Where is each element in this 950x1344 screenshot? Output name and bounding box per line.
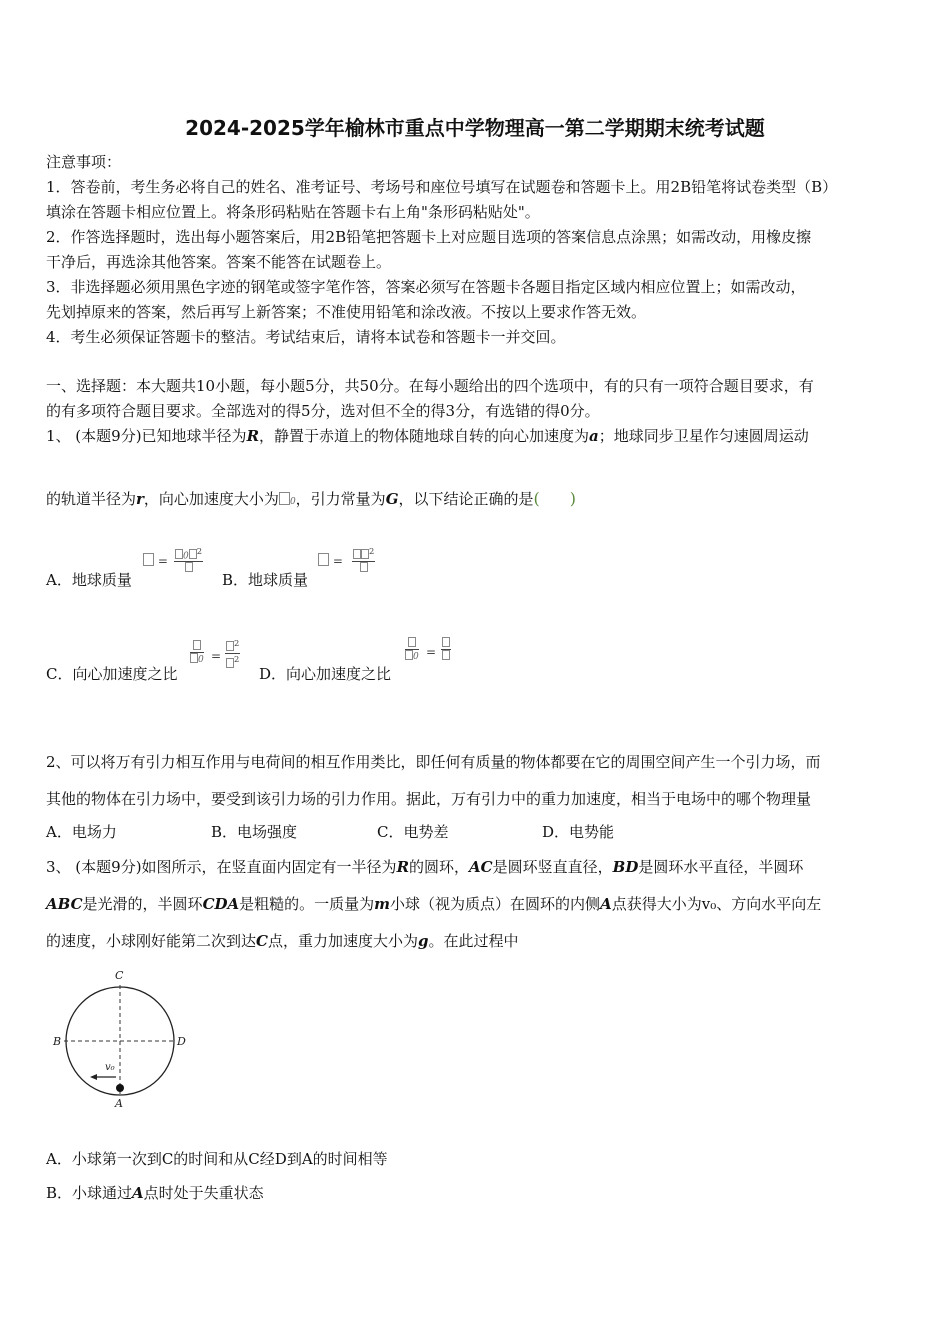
formula-placeholder-icon xyxy=(190,653,198,663)
q3-option-a: A．小球第一次到C的时间和从C经D到A的时间相等 xyxy=(46,1150,388,1168)
label-b: B xyxy=(53,1035,62,1048)
formula-placeholder-icon xyxy=(279,492,290,505)
q2-option-d: D．电势能 xyxy=(542,823,615,841)
formula-placeholder-icon xyxy=(318,553,329,566)
formula-placeholder-icon xyxy=(442,637,450,647)
q2-option-a: A．电场力 xyxy=(46,823,117,841)
formula-placeholder-icon xyxy=(360,562,368,572)
q1-option-c: C．向心加速度之比 xyxy=(46,665,178,683)
notice-line: 1．答卷前，考生务必将自己的姓名、准考证号、考场号和座位号填写在试题卷和答题卡上。用2B铅笔将试卷类型（B） xyxy=(46,178,838,196)
q2-stem-line2: 其他的物体在引力场中，要受到该引力场的引力作用。据此，万有引力中的重力加速度，相当于电场中的哪个物理量 xyxy=(46,790,812,808)
label-d: D xyxy=(177,1035,186,1048)
ball-dot xyxy=(116,1084,124,1092)
q3-stem-line2: ABC是光滑的，半圆环CDA是粗糙的。一质量为m小球（视为质点）在圆环的内侧A点获得大小为v₀、方向水平向左 xyxy=(46,895,822,913)
label-a: A xyxy=(115,1097,123,1110)
section-intro: 的有多项符合题目要求。全部选对的得5分，选对但不全的得3分，有选错的得0分。 xyxy=(46,402,600,420)
formula-placeholder-icon xyxy=(408,637,416,647)
formula-placeholder-icon xyxy=(361,549,369,559)
page-title: 2024-2025学年榆林市重点中学物理高一第二学期期末统考试题 xyxy=(185,116,765,140)
q1-formula-d-right xyxy=(441,637,451,662)
notice-line: 先划掉原来的答案，然后再写上新答案；不准使用铅笔和涂改液。不按以上要求作答无效。 xyxy=(46,303,647,321)
formula-placeholder-icon xyxy=(226,641,234,651)
notice-line: 3．非选择题必须用黑色字迹的钢笔或签字笔作答，答案必须写在答题卡各题目指定区域内相应位置上；如需改动， xyxy=(46,278,806,296)
notice-line: 4．考生必须保证答题卡的整洁。考试结束后，请将本试卷和答题卡一并交回。 xyxy=(46,328,566,346)
velocity-arrowhead-icon xyxy=(90,1074,97,1080)
q2-option-c: C．电势差 xyxy=(377,823,449,841)
formula-placeholder-icon xyxy=(175,549,183,559)
notice-heading: 注意事项： xyxy=(46,153,122,171)
equals-sign: = xyxy=(426,645,437,659)
notice-line: 干净后，再选涂其他答案。答案不能答在试题卷上。 xyxy=(46,253,392,271)
q1-stem-line1: 1、 (本题9分)已知地球半径为R，静置于赤道上的物体随地球自转的向心加速度为a；地球同步卫星作匀速圆周运动 xyxy=(46,427,809,445)
notice-line: 填涂在答题卡相应位置上。将条形码粘贴在答题卡右上角"条形码粘贴处"。 xyxy=(46,203,540,221)
equals-sign: = xyxy=(211,649,222,663)
notice-line: 2．作答选择题时，选出每小题答案后，用2B铅笔把答题卡上对应题目选项的答案信息点涂黑；如需改动，用橡皮擦 xyxy=(46,228,812,246)
q1-formula-d-left: 0 xyxy=(405,637,419,662)
formula-placeholder-icon xyxy=(143,553,154,566)
q1-formula-a: = xyxy=(143,553,168,568)
q1-formula-c-left: 0 xyxy=(190,640,204,665)
q1-formula-b-fraction: 2 xyxy=(352,546,375,574)
formula-placeholder-icon xyxy=(405,650,413,660)
formula-placeholder-icon xyxy=(189,549,197,559)
q3-option-b: B．小球通过A点时处于失重状态 xyxy=(46,1184,264,1202)
q2-stem-line1: 2、可以将万有引力相互作用与电荷间的相互作用类比，即任何有质量的物体都要在它的周围空间产生一个引力场，而 xyxy=(46,753,821,771)
q2-option-b: B．电场强度 xyxy=(211,823,298,841)
q1-formula-a-fraction: $0^2$ xyxy=(174,546,203,574)
q1-option-a: A．地球质量 xyxy=(46,571,132,589)
q1-formula-c-right: $\frac{^2}{^2}$ xyxy=(225,638,240,670)
q1-option-b: B．地球质量 xyxy=(222,571,309,589)
formula-placeholder-icon xyxy=(185,562,193,572)
formula-placeholder-icon xyxy=(193,640,201,650)
formula-placeholder-icon xyxy=(353,549,361,559)
formula-placeholder-icon xyxy=(442,650,450,660)
section-intro: 一、选择题：本大题共10小题，每小题5分，共50分。在每小题给出的四个选项中，有的只有一项符合题目要求，有 xyxy=(46,377,814,395)
label-c: C xyxy=(115,969,124,982)
q3-circle-diagram xyxy=(48,965,198,1110)
label-v0: v₀ xyxy=(105,1062,115,1073)
q1-option-d: D．向心加速度之比 xyxy=(259,665,392,683)
q3-stem-line1: 3、 (本题9分)如图所示，在竖直面内固定有一半径为R的圆环，AC是圆环竖直直径，BD是圆环水平直径，半圆环 xyxy=(46,858,804,876)
formula-placeholder-icon xyxy=(226,658,234,668)
q1-stem-line2: 的轨道半径为r，向心加速度大小为 0，引力常量为G，以下结论正确的是( ) xyxy=(46,489,577,508)
q1-formula-b: = xyxy=(318,553,343,568)
q3-stem-line3: 的速度，小球刚好能第二次到达C点，重力加速度大小为g。在此过程中 xyxy=(46,932,519,950)
